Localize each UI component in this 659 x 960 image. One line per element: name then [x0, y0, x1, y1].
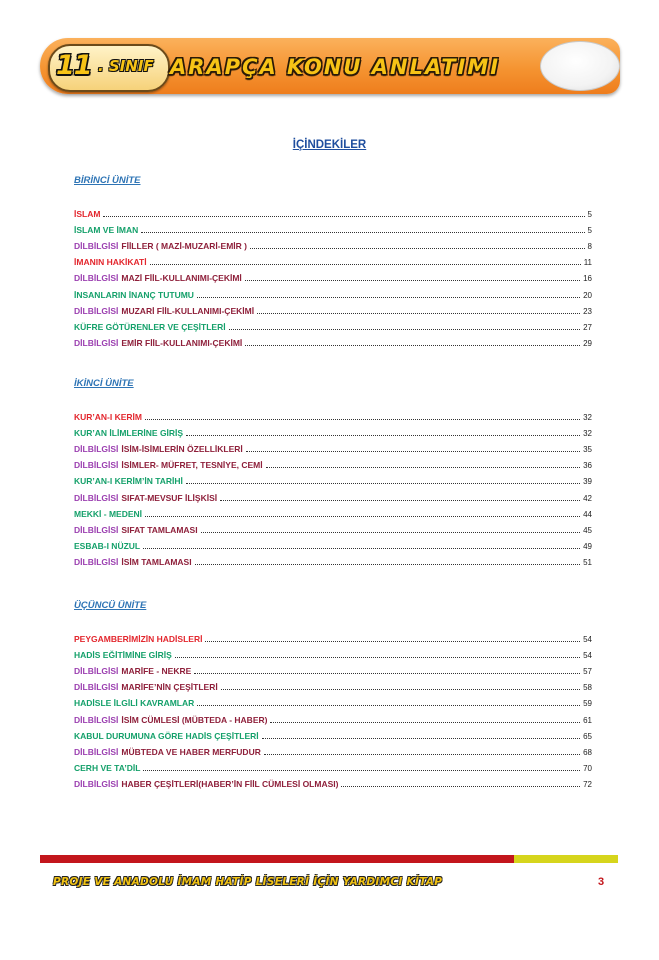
toc-entry-title: İSİM TAMLAMASI [121, 556, 192, 567]
toc-entry[interactable] [74, 489, 592, 503]
toc-entry-title: HADİSLE İLGİLİ KAVRAMLAR [74, 698, 195, 709]
toc-entry-leader-dots [220, 499, 580, 501]
toc-entry-title: MAZİ FİİL-KULLANIMI-ÇEKİMİ [121, 273, 242, 284]
toc-entry-page: 42 [583, 493, 592, 503]
toc-entry-leader-dots [262, 737, 580, 739]
toc-entry-page: 72 [583, 779, 592, 789]
toc-entry[interactable] [74, 646, 592, 660]
grade-word: . SINIF [98, 57, 154, 75]
toc-entry[interactable] [74, 630, 592, 644]
toc-entry-page: 20 [583, 290, 592, 300]
toc-entry-page: 35 [583, 445, 592, 455]
toc-entry[interactable] [74, 678, 592, 692]
toc-entry-title: MARİFE - NEKRE [121, 666, 192, 677]
toc-entry-page: 27 [583, 322, 592, 332]
toc-entry-leader-dots [246, 450, 580, 452]
toc-entry[interactable] [74, 237, 592, 251]
toc-entry-page: 54 [583, 635, 592, 644]
toc-entry[interactable] [74, 286, 592, 300]
toc-entry-title: PEYGAMBERİMİZİN HADİSLERİ [74, 634, 203, 644]
grade-number: 11 [56, 50, 92, 81]
toc-entry-leader-dots [229, 328, 581, 330]
toc-entry-leader-dots [266, 466, 581, 468]
toc-entry-leader-dots [143, 769, 580, 771]
toc-entry[interactable] [74, 521, 592, 535]
toc-entry[interactable] [74, 318, 592, 332]
toc-entry-page: 23 [583, 306, 592, 316]
toc-entry-title: İMANIN HAKİKATİ [74, 257, 147, 268]
toc-entry-leader-dots [186, 434, 580, 436]
toc-entry-page: 68 [583, 747, 592, 757]
toc-entry-title: İSİMLER- MÜFRET, TESNİYE, CEMİ [121, 460, 263, 471]
toc-entry[interactable] [74, 553, 592, 567]
toc-entry-prefix: DİLBİLGİSİ [74, 682, 119, 693]
toc-entry-title: İSLAM VE İMAN [74, 225, 139, 236]
toc-entry-leader-dots [103, 215, 584, 217]
footer-red-bar [40, 855, 514, 863]
toc-entry[interactable] [74, 269, 592, 283]
toc-entry-leader-dots [250, 247, 585, 249]
toc-entry[interactable] [74, 253, 592, 267]
toc-entry-prefix: DİLBİLGİSİ [74, 556, 119, 567]
unit-heading: İKİNCİ ÜNİTE [74, 378, 134, 389]
toc-entry-page: 54 [583, 651, 592, 661]
toc-entry-title: SIFAT TAMLAMASI [121, 524, 198, 535]
toc-entry-leader-dots [205, 640, 580, 642]
toc-entry[interactable] [74, 759, 592, 773]
footer-text: PROJE VE ANADOLU İMAM HATİP LİSELERİ İÇİN YARDIMCI KİTAP [53, 876, 443, 888]
toc-entry-leader-dots [141, 231, 584, 233]
toc-entry[interactable] [74, 456, 592, 470]
toc-entry-leader-dots [197, 704, 580, 706]
toc-entry-page: 57 [583, 667, 592, 677]
toc-entry-leader-dots [221, 688, 580, 690]
unit-heading: ÜÇÜNCÜ ÜNİTE [74, 600, 147, 611]
toc-entry[interactable] [74, 472, 592, 486]
toc-entry-page: 5 [587, 210, 592, 219]
toc-entry[interactable] [74, 694, 592, 708]
toc-entry-page: 29 [583, 338, 592, 348]
toc-entry-title: KABUL DURUMUNA GÖRE HADİS ÇEŞİTLERİ [74, 730, 259, 741]
toc-entry-prefix: DİLBİLGİSİ [74, 746, 119, 757]
toc-entry-page: 61 [583, 715, 592, 725]
toc-entry-page: 39 [583, 477, 592, 487]
toc-entry-leader-dots [341, 785, 580, 787]
toc-entry-title: İNSANLARIN İNANÇ TUTUMU [74, 289, 194, 300]
toc-entry-title: EMİR FİİL-KULLANIMI-ÇEKİMİ [121, 337, 243, 348]
toc-entry-prefix: DİLBİLGİSİ [74, 337, 119, 348]
toc-entry-title: MUZARİ FİİL-KULLANIMI-ÇEKİMİ [121, 305, 255, 316]
toc-entry-title: İSİM CÜMLESİ (MÜBTEDA - HABER) [121, 714, 268, 725]
toc-entry-page: 16 [583, 274, 592, 284]
toc-entry-title: KUR’AN-I KERİM’İN TARİHİ [74, 476, 183, 487]
toc-entry[interactable] [74, 775, 592, 789]
toc-entry-title: FİİLLER ( MAZİ-MUZARİ-EMİR ) [121, 241, 247, 252]
toc-entry-leader-dots [201, 531, 581, 533]
toc-entry-prefix: DİLBİLGİSİ [74, 460, 119, 471]
toc-entry-prefix: DİLBİLGİSİ [74, 524, 119, 535]
toc-entry-leader-dots [194, 672, 580, 674]
toc-entry-title: MÜBTEDA VE HABER MERFUDUR [121, 746, 261, 757]
toc-entry[interactable] [74, 424, 592, 438]
toc-title: İÇİNDEKİLER [292, 139, 367, 151]
toc-entry-title: HABER ÇEŞİTLERİ(HABER’İN FİİL CÜMLESİ OLMASI) [121, 778, 339, 789]
toc-entry[interactable] [74, 205, 592, 219]
toc-entry-prefix: DİLBİLGİSİ [74, 778, 119, 789]
toc-entry-title: İSLAM [74, 209, 101, 219]
unit-heading: BİRİNCİ ÜNİTE [74, 175, 141, 186]
banner-title: ARAPÇA KONU ANLATIMI [170, 55, 501, 79]
toc-entry-page: 32 [583, 429, 592, 439]
toc-entry-prefix: DİLBİLGİSİ [74, 241, 119, 252]
toc-entry-title: KUR’AN-I KERİM [74, 412, 142, 422]
toc-entry-page: 51 [583, 557, 592, 567]
toc-entry[interactable] [74, 408, 592, 422]
toc-entry-leader-dots [270, 721, 580, 723]
toc-entry-leader-dots [195, 563, 581, 565]
toc-entry[interactable] [74, 505, 592, 519]
toc-entry[interactable] [74, 662, 592, 676]
toc-entry-page: 8 [587, 242, 592, 252]
toc-entry-title: MARİFE’NİN ÇEŞİTLERİ [121, 682, 218, 693]
toc-entry-title: CERH VE TA’DİL [74, 762, 141, 773]
toc-entry-page: 49 [583, 541, 592, 551]
toc-entry[interactable] [74, 537, 592, 551]
toc-entry-leader-dots [175, 656, 580, 658]
toc-entry-leader-dots [145, 418, 580, 420]
toc-entry-page: 5 [587, 226, 592, 236]
toc-entry-title: SIFAT-MEVSUF İLİŞKİSİ [121, 492, 218, 503]
footer-yellow-bar [514, 855, 618, 863]
toc-entry-leader-dots [197, 296, 580, 298]
toc-entry[interactable] [74, 221, 592, 235]
toc-entry-prefix: DİLBİLGİSİ [74, 444, 119, 455]
toc-entry-leader-dots [150, 263, 581, 265]
toc-entry-page: 44 [583, 509, 592, 519]
toc-entry-title: MEKKİ - MEDENİ [74, 508, 142, 519]
toc-entry-leader-dots [186, 482, 580, 484]
toc-entry-leader-dots [264, 753, 580, 755]
toc-entry-title: KÜFRE GÖTÜRENLER VE ÇEŞİTLERİ [74, 321, 226, 332]
toc-entry-leader-dots [245, 279, 580, 281]
toc-entry-title: ESBAB-I NÜZUL [74, 540, 141, 551]
toc-entry-title: İSİM-İSİMLERİN ÖZELLİKLERİ [121, 444, 243, 455]
toc-entry-prefix: DİLBİLGİSİ [74, 666, 119, 677]
toc-entry-page: 65 [583, 731, 592, 741]
toc-entry-page: 11 [583, 258, 592, 268]
toc-entry-page: 59 [583, 699, 592, 709]
toc-entry-prefix: DİLBİLGİSİ [74, 273, 119, 284]
toc-entry-page: 58 [583, 683, 592, 693]
banner-oval-decoration [540, 41, 620, 91]
toc-entry-title: HADİS EĞİTİMİNE GİRİŞ [74, 650, 172, 661]
toc-entry[interactable] [74, 334, 592, 348]
toc-entry-title: KUR’AN İLİMLERİNE GİRİŞ [74, 428, 184, 439]
toc-entry-prefix: DİLBİLGİSİ [74, 305, 119, 316]
toc-entry[interactable] [74, 440, 592, 454]
toc-entry[interactable] [74, 711, 592, 725]
toc-entry-prefix: DİLBİLGİSİ [74, 714, 119, 725]
toc-entry-page: 36 [583, 461, 592, 471]
toc-entry-leader-dots [245, 344, 580, 346]
toc-entry-leader-dots [257, 312, 580, 314]
toc-entry[interactable] [74, 743, 592, 757]
toc-entry[interactable] [74, 727, 592, 741]
toc-entry-leader-dots [143, 547, 580, 549]
page-number: 3 [598, 876, 605, 888]
toc-entry-page: 70 [583, 763, 592, 773]
toc-entry-leader-dots [145, 515, 580, 517]
toc-entry-page: 32 [583, 413, 592, 422]
toc-entry[interactable] [74, 302, 592, 316]
toc-entry-page: 45 [583, 525, 592, 535]
toc-entry-prefix: DİLBİLGİSİ [74, 492, 119, 503]
